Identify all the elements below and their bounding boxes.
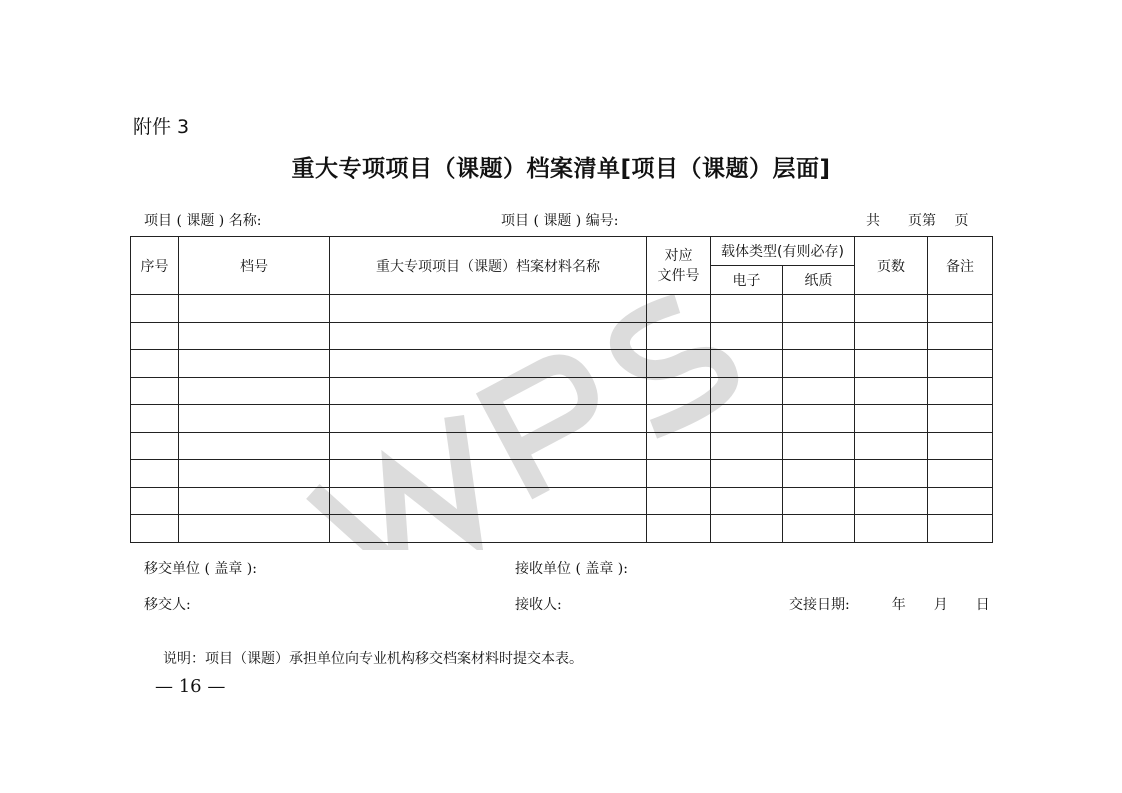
table-cell <box>131 377 179 405</box>
table-cell <box>783 405 855 433</box>
table-cell <box>928 515 993 543</box>
table-cell <box>855 295 928 323</box>
table-cell <box>131 487 179 515</box>
header-doc-no-line2: 文件号 <box>657 267 700 284</box>
table-cell <box>855 432 928 460</box>
header-pages: 页数 <box>855 237 928 295</box>
table-cell <box>783 295 855 323</box>
table-cell <box>855 515 928 543</box>
table-row <box>131 322 993 350</box>
table-cell <box>647 515 711 543</box>
table-cell <box>179 432 330 460</box>
table-row <box>131 377 993 405</box>
table-cell <box>647 432 711 460</box>
table-cell <box>131 322 179 350</box>
table-body <box>131 295 993 543</box>
table-cell <box>179 350 330 378</box>
table-row <box>131 432 993 460</box>
table-cell <box>330 460 647 488</box>
table-cell <box>131 350 179 378</box>
transferer-label: 移交人: <box>144 597 191 613</box>
table-cell <box>330 322 647 350</box>
table-cell <box>783 487 855 515</box>
table-cell <box>330 350 647 378</box>
table-row <box>131 295 993 323</box>
table-cell <box>928 377 993 405</box>
table-cell <box>179 515 330 543</box>
table-cell <box>855 487 928 515</box>
table-cell <box>928 405 993 433</box>
table-cell <box>855 460 928 488</box>
table-cell <box>711 350 783 378</box>
table-cell <box>647 295 711 323</box>
table-cell <box>330 432 647 460</box>
table-cell <box>928 460 993 488</box>
table-cell <box>131 405 179 433</box>
table-cell <box>855 350 928 378</box>
table-cell <box>711 322 783 350</box>
table-cell <box>783 377 855 405</box>
table-cell <box>711 460 783 488</box>
table-cell <box>131 460 179 488</box>
receiver-label: 接收人: <box>515 597 562 613</box>
header-doc-no-line1: 对应 <box>664 247 693 264</box>
table-cell <box>330 405 647 433</box>
table-cell <box>179 405 330 433</box>
receive-unit-label: 接收单位 ( 盖章 ): <box>515 561 628 577</box>
table-row <box>131 487 993 515</box>
table-cell <box>711 405 783 433</box>
table-cell <box>179 377 330 405</box>
header-index: 序号 <box>131 237 179 295</box>
project-number-label: 项目 ( 课题 ) 编号: <box>501 213 619 229</box>
handover-date-label: 交接日期: 年 月 日 <box>789 597 990 613</box>
table-cell <box>647 322 711 350</box>
header-remarks: 备注 <box>928 237 993 295</box>
document-title: 重大专项项目（课题）档案清单[项目（课题）层面] <box>291 156 831 182</box>
table-row <box>131 515 993 543</box>
table-cell <box>928 295 993 323</box>
table-cell <box>855 322 928 350</box>
table-cell <box>647 460 711 488</box>
table-cell <box>928 432 993 460</box>
archive-list-table <box>130 236 993 543</box>
header-paper: 纸质 <box>783 266 855 295</box>
page-number: — 16 — <box>155 676 226 697</box>
table-cell <box>179 295 330 323</box>
table-cell <box>131 295 179 323</box>
table-cell <box>330 295 647 323</box>
table-row <box>131 350 993 378</box>
table-cell <box>783 322 855 350</box>
table-cell <box>783 460 855 488</box>
table-cell <box>783 350 855 378</box>
table-cell <box>783 432 855 460</box>
table-cell <box>330 487 647 515</box>
table-cell <box>928 487 993 515</box>
table-row <box>131 405 993 433</box>
table-cell <box>647 487 711 515</box>
table-cell <box>855 405 928 433</box>
header-archive-no: 档号 <box>179 237 330 295</box>
attachment-label: 附件 3 <box>133 116 190 138</box>
table-cell <box>711 377 783 405</box>
table-cell <box>855 377 928 405</box>
table-cell <box>647 377 711 405</box>
table-cell <box>711 432 783 460</box>
header-carrier-type: 载体类型(有则必存) <box>711 237 855 266</box>
header-material-name: 重大专项项目（课题）档案材料名称 <box>330 237 647 295</box>
table-cell <box>179 460 330 488</box>
table-cell <box>647 350 711 378</box>
table-cell <box>711 487 783 515</box>
table-cell <box>647 405 711 433</box>
project-name-label: 项目 ( 课题 ) 名称: <box>144 213 262 229</box>
table-cell <box>179 487 330 515</box>
table-cell <box>330 515 647 543</box>
table-cell <box>131 515 179 543</box>
table-cell <box>928 350 993 378</box>
header-doc-no <box>647 237 711 295</box>
table-cell <box>330 377 647 405</box>
table-cell <box>179 322 330 350</box>
transfer-unit-label: 移交单位 ( 盖章 ): <box>144 561 257 577</box>
table-cell <box>711 515 783 543</box>
table-cell <box>711 295 783 323</box>
table-row <box>131 460 993 488</box>
explanatory-note: 说明：项目（课题）承担单位向专业机构移交档案材料时提交本表。 <box>163 651 583 667</box>
page-count-label: 共 页第 页 <box>866 213 969 229</box>
table-cell <box>131 432 179 460</box>
header-electronic: 电子 <box>711 266 783 295</box>
table-cell <box>928 322 993 350</box>
table-cell <box>783 515 855 543</box>
